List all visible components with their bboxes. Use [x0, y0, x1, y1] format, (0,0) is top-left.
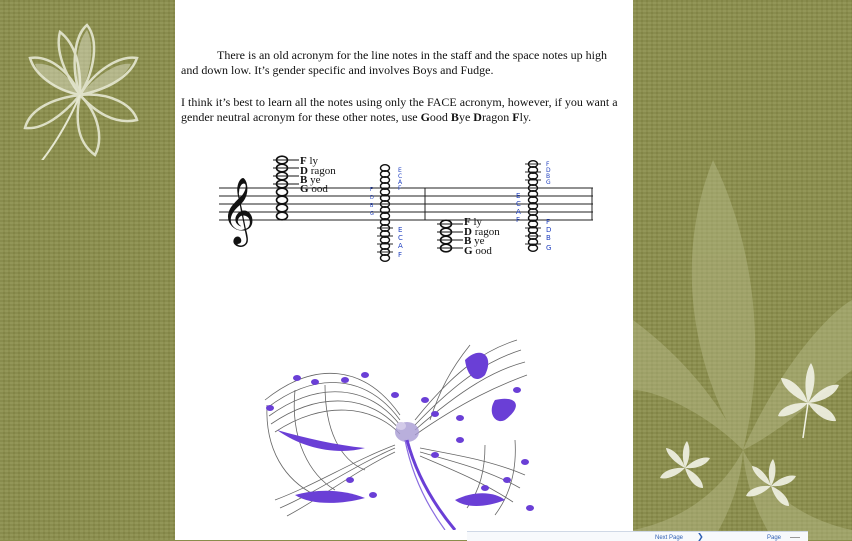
svg-text:F: F: [370, 187, 373, 193]
bold-letter-g: G: [420, 110, 430, 124]
document-page: [175, 0, 782, 541]
flower-decoration-icon: [15, 20, 145, 160]
page-input-underline[interactable]: [790, 537, 800, 538]
svg-text:B: B: [546, 234, 551, 242]
svg-text:D ragon: D ragon: [300, 165, 336, 177]
dragonfly-body: [395, 422, 455, 530]
svg-text:D ragon: D ragon: [464, 226, 500, 238]
svg-text:G: G: [370, 211, 374, 217]
svg-text:B: B: [546, 173, 551, 180]
svg-text:B ye: B ye: [464, 235, 485, 247]
small-flower-decoration-icon: [773, 358, 843, 438]
handwritten-side-right: [516, 192, 521, 224]
treble-clef-icon: 𝄞: [221, 176, 256, 244]
mnemonic-right: [464, 216, 500, 257]
bold-letter-b: B: [450, 110, 459, 124]
svg-text:E: E: [516, 192, 521, 200]
svg-text:A: A: [398, 242, 403, 250]
mnemonic-brackets-right: [453, 224, 463, 248]
svg-text:F: F: [398, 251, 403, 259]
next-page-link[interactable]: Next Page: [655, 535, 684, 541]
svg-text:F ly: F ly: [300, 155, 319, 167]
right-background: [633, 0, 852, 540]
svg-text:A: A: [398, 179, 403, 186]
word-rest: ragon: [481, 110, 513, 124]
svg-text:F: F: [546, 161, 550, 168]
left-background: [0, 0, 175, 540]
svg-text:B: B: [370, 203, 374, 209]
music-staff-figure: [215, 150, 595, 270]
svg-text:C: C: [398, 173, 403, 180]
word-rest: ood: [429, 110, 451, 124]
svg-text:G ood: G ood: [464, 245, 492, 257]
page-label: Page: [767, 535, 782, 541]
svg-text:C: C: [398, 234, 403, 242]
svg-text:G ood: G ood: [300, 183, 328, 195]
svg-text:A: A: [516, 208, 521, 216]
bold-letter-d: D: [473, 110, 482, 124]
svg-text:F: F: [546, 218, 551, 226]
word-rest: ly.: [519, 110, 532, 124]
small-flower-decoration-icon: [741, 456, 801, 516]
word-rest: ye: [458, 110, 474, 124]
svg-text:G: G: [546, 179, 551, 186]
paragraph-acronym-history: There is an old acronym for the line notes in the staff and the space notes up high and down low. It’s gender specific and involves Boys and Fudge.: [181, 48, 607, 77]
handwritten-side-left: [370, 187, 374, 217]
mnemonic-left: [300, 155, 336, 195]
handwritten-lower-right: [546, 218, 551, 252]
svg-text:D: D: [546, 167, 551, 174]
note-stack-right: [437, 220, 455, 252]
small-flower-decoration-icon: [655, 438, 715, 498]
paragraph-intro-text: I think it’s best to learn all the notes using only the FACE acronym, however, if you want a gender neutral acronym for these other notes, use: [181, 95, 618, 124]
mnemonic-brackets-left: [289, 160, 299, 184]
handwritten-upper-right: [546, 161, 551, 186]
chevron-right-icon[interactable]: ❯: [697, 532, 704, 541]
note-column-middle: [377, 165, 393, 262]
svg-text:D: D: [546, 226, 552, 234]
svg-text:B ye: B ye: [300, 174, 321, 186]
dragonfly-music-illustration: [255, 330, 555, 530]
paragraph-recommendation: [181, 95, 621, 125]
svg-text:F: F: [398, 185, 402, 192]
svg-text:F ly: F ly: [464, 216, 483, 228]
note-column-right: [525, 161, 541, 252]
svg-text:E: E: [398, 226, 403, 234]
handwritten-lower-left: [398, 226, 403, 259]
bold-letter-f: F: [512, 110, 520, 124]
svg-text:D: D: [370, 195, 374, 201]
svg-text:E: E: [398, 167, 402, 174]
svg-text:C: C: [516, 200, 521, 208]
svg-text:F: F: [516, 216, 521, 224]
svg-text:G: G: [546, 244, 552, 252]
